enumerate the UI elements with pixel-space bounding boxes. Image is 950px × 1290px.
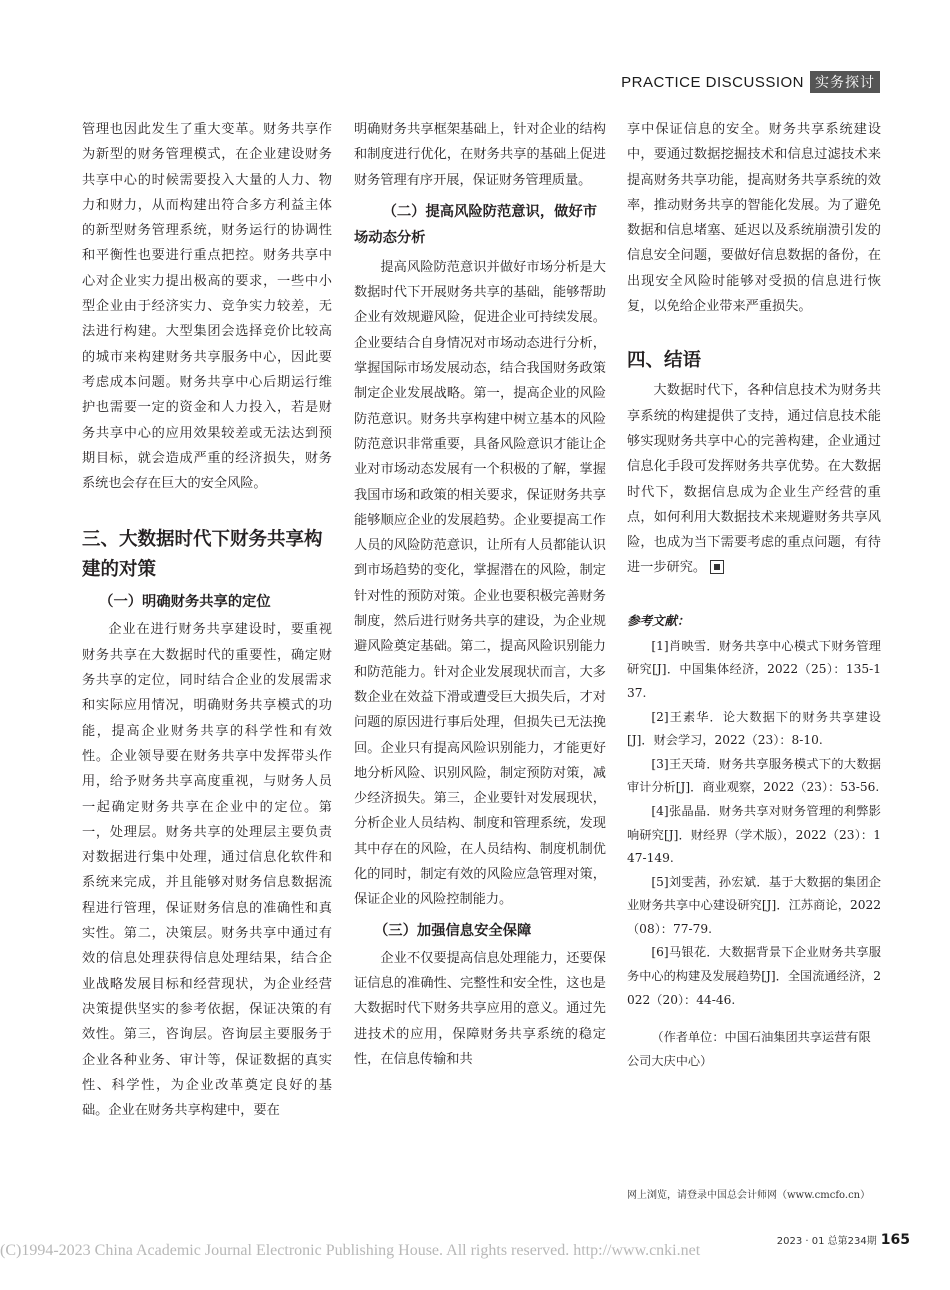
heading-section-3: 三、大数据时代下财务共享构建的对策	[82, 529, 323, 581]
section-label-cn: 实务探讨	[810, 71, 880, 93]
page-number: 165	[880, 1232, 910, 1248]
heading-sub-1: （一）明确财务共享的定位	[99, 594, 271, 611]
references-heading: 参考文献：	[627, 612, 690, 628]
online-note: 网上浏览，请登录中国总会计师网（www.cmcfo.cn）	[627, 1190, 871, 1201]
heading-section-4: 四、结语	[627, 350, 702, 372]
paragraph-sub-1: 企业在进行财务共享建设时，要重视财务共享在大数据时代的重要性，确定财务共享的定位，同时结合企业的发展需求和实际应用情况，明确财务共享模式的功能，提高企业财务共享的科学性和有效性。企业领导要在财务共享中发挥带头作用，给予财务共享高度重视，与财务人员一起确定财务共享在企业中的定位。第一，处理层。财务共享的处理层主要负责对数据进行集中处理，通过信息化软件和系统来完成，并且能够对财务信息数据流程进行管理，保证财务信息的准确性和真实性。第二，决策层。财务共享中通过有效的信息处理获得信息处理结果，结合企业战略发展目标和经营现状，为企业经营决策提供坚实的参考依据，保证决策的有效性。第三，咨询层。咨询层主要服务于企业各种业务、审计等，保证数据的真实性、科学性，为企业改革奠定良好的基础。企业在财务共享构建中，要在	[82, 622, 332, 1119]
conclusion-text: 大数据时代下，各种信息技术为财务共享系统的构建提供了支持，通过信息技术能够实现财务共享中心的完善构建，企业通过信息化手段可发挥财务共享优势。在大数据时代下，数据信息成为企业生产经营的重点，如何利用大数据技术来规避财务共享风险，也成为当下需要考虑的重点问题，有待进一步研究。	[627, 383, 881, 576]
heading-sub-3: （三）加强信息安全保障	[374, 922, 532, 939]
column-2	[354, 117, 606, 1072]
paragraph-sub-3: 企业不仅要提高信息处理能力，还要保证信息的准确性、完整性和安全性，这也是大数据时代下财务共享应用的意义。通过先进技术的应用，保障财务共享系统的稳定性，在信息传输和共	[354, 950, 606, 1067]
paragraph-intro: 管理也因此发生了重大变革。财务共享作为新型的财务管理模式，在企业建设财务共享中心的时候需要投入大量的人力、物力和财力，从而构建出符合多方利益主体的新型财务管理系统，财务运行的协调性和平衡性也要进行重点把控。财务共享中心对企业实力提出极高的要求，一些中小型企业由于经济实力、竞争实力较差，无法进行构建。大型集团会选择竞价比较高的城市来构建财务共享服务中心，因此要考虑成本问题。财务共享中心后期运行维护也需要一定的资金和人力投入，若是财务共享中心的应用效果较差或无法达到预期目标，就会造成严重的经济损失，财务系统也会存在巨大的安全风险。	[82, 122, 332, 492]
reference-item: [1]肖映雪．财务共享中心模式下财务管理研究[J]．中国集体经济，2022（25）：135-137.	[627, 638, 881, 700]
reference-item: [3]王天琦．财务共享服务模式下的大数据审计分析[J]．商业观察，2022（23）：53-56.	[627, 756, 881, 795]
running-header	[621, 72, 880, 92]
reference-item: [4]张晶晶．财务共享对财务管理的利弊影响研究[J]．财经界（学术版），2022（23）：147-149.	[627, 803, 881, 866]
paragraph-sub-2: 提高风险防范意识并做好市场分析是大数据时代下开展财务共享的基础，能够帮助企业有效规避风险，促进企业可持续发展。企业要结合自身情况对市场动态进行分析，掌握国际市场发展动态，结合我国财务政策制定企业发展战略。第一，提高企业的风险防范意识。财务共享构建中树立基本的风险防范意识非常重要，具备风险意识才能让企业对市场动态发展有一个积极的了解，掌握我国市场和政策的相关要求，保证财务共享能够顺应企业的发展趋势。企业要提高工作人员的风险防范意识，让所有人员都能认识到市场趋势的变化，掌握潜在的风险，制定针对性的预防对策。企业也要积极完善财务制度，然后进行财务共享的建设，为企业规避风险奠定基础。第二，提高风险识别能力和防范能力。针对企业发展现状而言，大多数企业在效益下滑或遭受巨大损失后，才对问题的原因进行事后处理，但损失已无法挽回。企业只有提高风险识别能力，才能更好地分析风险、识别风险，制定预防对策，减少经济损失。第三，企业要针对发展现状，分析企业人员结构、制度和管理系统，发现其中存在的风险，在人员结构、制度机制优化的同时，制定有效的风险应急管理对策，保证企业的风险控制能力。	[354, 259, 606, 908]
reference-item: [2]王素华．论大数据下的财务共享建设[J]．财会学习，2022（23）：8-10.	[627, 709, 881, 748]
paragraph-conclusion	[627, 378, 881, 580]
reference-item: [6]马银花．大数据背景下企业财务共享服务中心的构建及发展趋势[J]．全国流通经济，2022（20）：44-46.	[627, 945, 881, 1007]
column-3	[627, 117, 881, 1073]
paragraph-cont: 享中保证信息的安全。财务共享系统建设中，要通过数据挖掘技术和信息过滤技术来提高财务共享功能，提高财务共享系统的效率，推动财务共享的智能化发展。为了避免数据和信息堵塞、延迟以及系统崩溃引发的信息安全问题，要做好信息数据的备份，在出现安全风险时能够对受损的信息进行恢复，以免给企业带来严重损失。	[627, 122, 881, 315]
heading-sub-2: （二）提高风险防范意识，做好市场动态分析	[354, 203, 598, 246]
author-affiliation: （作者单位：中国石油集团共享运营有限公司大庆中心）	[627, 1030, 871, 1068]
issue-info: 2023 · 01 总第234期	[776, 1236, 877, 1247]
paragraph-cont: 明确财务共享框架基础上，针对企业的结构和制度进行优化，在财务共享的基础上促进财务管理有序开展，保证财务管理质量。	[354, 122, 606, 188]
copyright-watermark: (C)1994-2023 China Academic Journal Electronic Publishing House. All rights reserved. http://www.cnki.net	[0, 1242, 701, 1259]
section-label-en: PRACTICE DISCUSSION	[621, 73, 804, 91]
reference-item: [5]刘雯茜，孙宏斌．基于大数据的集团企业财务共享中心建设研究[J]．江苏商论，2022（08）：77-79.	[627, 874, 881, 936]
column-1	[82, 117, 332, 1123]
end-mark-icon	[710, 560, 724, 574]
